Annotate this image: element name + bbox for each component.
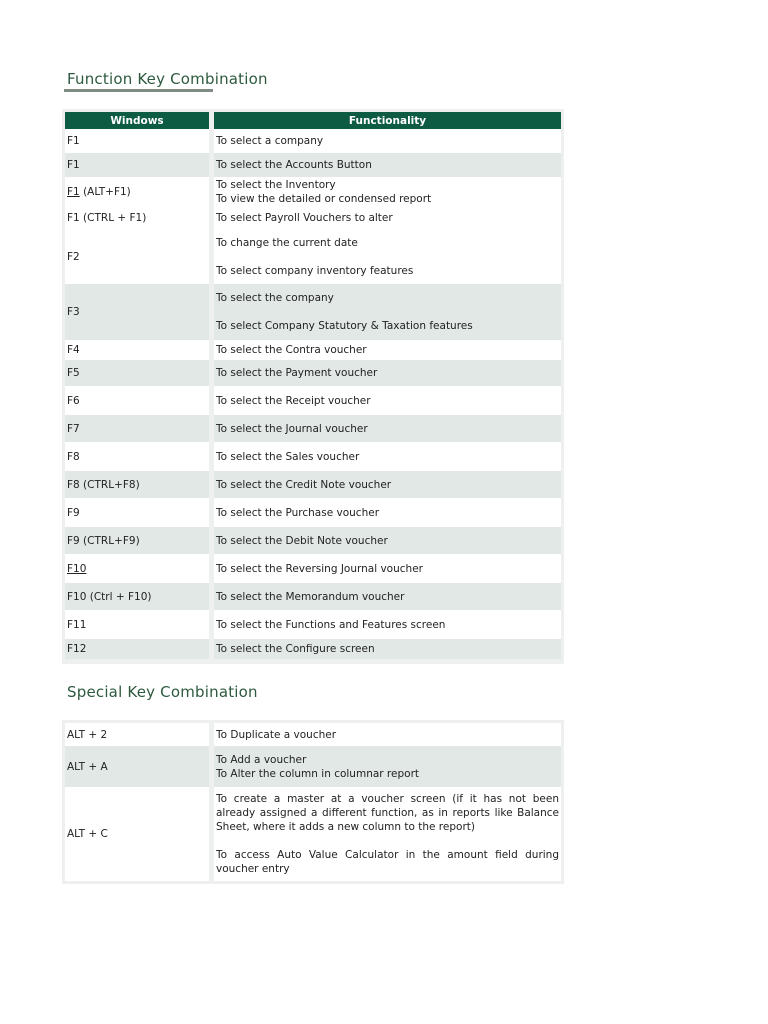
key-cell: F8 (CTRL+F8) [65,471,209,498]
key-cell [65,177,209,207]
key-cell: F1 [65,129,209,153]
desc-cell: To select a company [214,129,561,153]
desc-cell: To select the Accounts Button [214,153,561,177]
desc-cell: To Duplicate a voucher [214,723,561,746]
desc-cell: To select the Reversing Journal voucher [214,554,561,583]
key-cell: F6 [65,386,209,415]
desc-cell: To select the Contra voucher [214,340,561,360]
table-row [65,340,561,360]
table-row [65,177,561,207]
table-row [65,129,561,153]
key-cell: ALT + C [65,787,209,881]
table-row [65,360,561,386]
key-cell: F9 [65,498,209,527]
key-cell: F5 [65,360,209,386]
table-row [65,583,561,610]
desc-line: To create a master at a voucher screen (if it has not been already assigned a different function, as in reports like Balance Sheet, where it adds a new column to the report) [216,793,559,833]
desc-cell [214,787,561,881]
desc-line: To change the current date [216,236,358,249]
key-cell: F7 [65,415,209,442]
desc-cell [214,177,561,207]
special-key-title: Special Key Combination [67,683,258,701]
desc-cell: To select the Memorandum voucher [214,583,561,610]
f10-link[interactable]: F10 [67,562,87,575]
table-row [65,229,561,284]
desc-cell: To select the Debit Note voucher [214,527,561,554]
key-cell: F1 [65,153,209,177]
desc-cell: To select the Configure screen [214,639,561,659]
desc-cell: To select the Purchase voucher [214,498,561,527]
desc-line: To view the detailed or condensed report [216,193,432,205]
key-cell: F11 [65,610,209,639]
key-cell: F10 (Ctrl + F10) [65,583,209,610]
header-windows: Windows [65,112,209,129]
desc-cell: To select the Payment voucher [214,360,561,386]
desc-line: To select the Inventory [216,179,336,191]
desc-cell: To select the Credit Note voucher [214,471,561,498]
desc-cell [214,746,561,787]
table-row [65,527,561,554]
desc-line: To Alter the column in columnar report [216,767,420,780]
desc-line: To access Auto Value Calculator in the amount field during voucher entry [216,849,559,875]
table-row [65,442,561,471]
desc-cell: To select the Journal voucher [214,415,561,442]
table-row [65,498,561,527]
key-cell: F4 [65,340,209,360]
key-cell: ALT + A [65,746,209,787]
header-functionality: Functionality [214,112,561,129]
table-row [65,415,561,442]
desc-cell: To select the Functions and Features screen [214,610,561,639]
desc-line: To select company inventory features [216,264,414,277]
key-cell [65,554,209,583]
key-cell: F1 (CTRL + F1) [65,207,209,229]
key-cell: F3 [65,284,209,340]
desc-line: To select Company Statutory & Taxation features [216,320,473,332]
function-key-title: Function Key Combination [67,70,268,88]
special-key-table [62,720,564,884]
key-cell: F9 (CTRL+F9) [65,527,209,554]
desc-cell: To select Payroll Vouchers to alter [214,207,561,229]
table-row [65,639,561,659]
table-row [65,471,561,498]
table-row [65,787,561,881]
key-cell: F2 [65,229,209,284]
desc-cell: To select the Sales voucher [214,442,561,471]
key-cell: F8 [65,442,209,471]
key-suffix: (ALT+F1) [79,186,131,198]
table-row [65,610,561,639]
table-row [65,153,561,177]
table-row [65,284,561,340]
title-underline [64,89,213,92]
table-row [65,207,561,229]
desc-cell: To select the Receipt voucher [214,386,561,415]
desc-line: To Add a voucher [216,753,307,766]
table-row [65,746,561,787]
desc-cell [214,284,561,340]
key-cell: F12 [65,639,209,659]
function-key-table [62,109,564,664]
desc-line: To select the company [216,292,334,304]
table-row [65,723,561,746]
table-row [65,386,561,415]
table-row [65,554,561,583]
f1-link[interactable]: F1 [67,186,80,198]
desc-cell [214,229,561,284]
key-cell: ALT + 2 [65,723,209,746]
